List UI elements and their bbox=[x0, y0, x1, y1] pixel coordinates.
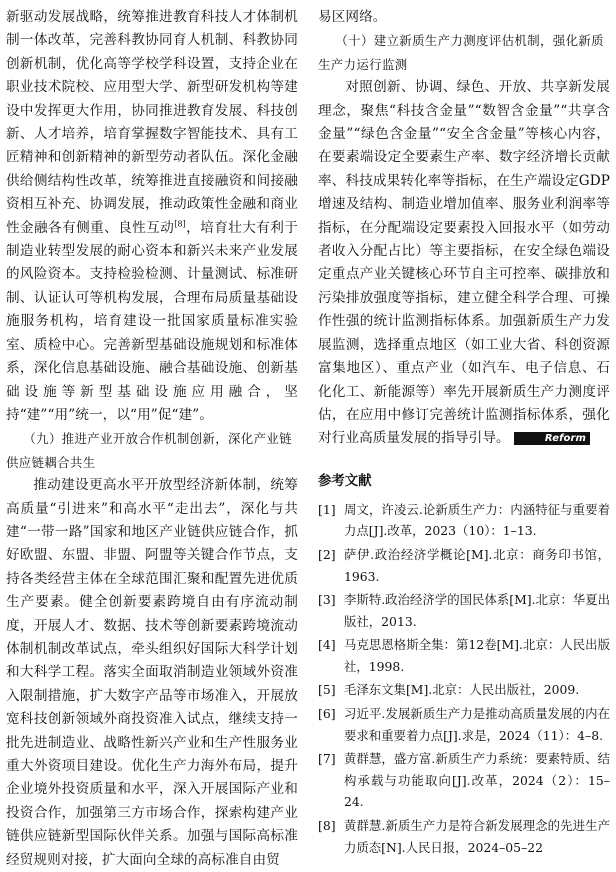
paper-page bbox=[6, 6, 610, 868]
body-paragraph-2: 推动建设更高水平开放型经济新体制，统筹高质量“引进来”和高水平“走出去”，深化与共建“一带一路”国家和地区产业链供应链合作，抓好欧盟、东盟、非盟、阿盟等关键合作节点，支持各类经营主体在全球范围汇聚和配置先进优质生产要素。健全创新要素跨境自由有序流动制度，开展人才、数据、技术等创新要素跨境流动体制机制改革试点，牵头组织好国际大科学计划和大科学工程。落实全面取消制造业领域外资准入限制措施，扩大数字产品等市场准入，开展放宽科技创新领域外商投资准入试点，继续支持一批先进制造业、战略性新兴产业和生产性服务业重大外资项目建设。优化生产力海外布局，提升企业境外投资质量和水平，深入开展国际产业和投资合作，加强第三方市场合作，探索构建产业链供应链新型国际伙伴关系。加强与国际高标准经贸规则对接，扩大面向全球的高标准自由贸 bbox=[6, 477, 298, 868]
reference-text: 马克思恩格斯全集：第12卷[M].北京：人民出版社，1998. bbox=[344, 637, 610, 674]
reform-logo-badge: Reform bbox=[514, 432, 590, 445]
reference-number: [3] bbox=[318, 592, 336, 608]
body-paragraph-1: 新驱动发展战略，统筹推进教育科技人才体制机制一体改革，完善科教协同育人机制、科教协同创新机制，优化高等学校学科设置，支持企业在职业技术院校、应用型大学、新型研发机构等建设中发挥更大作用，协同推进教育发展、科技创新、人才培养，培育掌握数字智能技术、具有工匠精神和创新精神的新型劳动者队伍。深化金融供给侧结构性改革，统筹推进直接融资和间接融资相互补充、协调发展，推动政策性金融和商业性金融各有侧重、良性互动[8]，培育壮大有利于制造业转型发展的耐心资本和新兴未来产业发展的风险资本。支持检验检测、计量测试、标准研制、认证认可等机构发展，合理布局质量基础设施服务机构，培育建设一批国家质量标准实验室、质检中心。完善新型基础设施规划和标准体系，深化信息基础设施、融合基础设施、创新基础设施等新型基础设施应用融合，坚持“建”“用”统一，以“用”促“建”。 bbox=[6, 9, 298, 423]
reference-item bbox=[318, 499, 610, 542]
reference-item bbox=[318, 544, 610, 587]
reference-item bbox=[318, 679, 610, 701]
references-title: 参考文献 bbox=[318, 473, 372, 489]
citation-superscript: [8] bbox=[174, 219, 186, 229]
reference-text: 黄群慧.新质生产力是符合新发展理念的先进生产力质态[N].人民日报，2024–05–22 bbox=[344, 818, 610, 855]
reference-text: 毛泽东文集[M].北京：人民出版社，2009. bbox=[344, 682, 580, 698]
body-paragraph-continued: 易区网络。 bbox=[318, 9, 387, 25]
right-column bbox=[318, 6, 610, 860]
reference-number: [8] bbox=[318, 818, 336, 834]
reference-text: 黄群慧，盛方富.新质生产力系统：要素特质、结构承载与功能取向[J].改革，2024（2）：15–24. bbox=[344, 751, 610, 810]
reference-item bbox=[318, 634, 610, 677]
reference-number: [7] bbox=[318, 751, 336, 767]
section-heading-9: （九）推进产业开放合作机制创新，深化产业链供应链耦合共生 bbox=[6, 431, 292, 470]
reference-number: [2] bbox=[318, 546, 336, 562]
reference-item bbox=[318, 748, 610, 813]
reference-text: 萨伊.政治经济学概论[M].北京：商务印书馆，1963. bbox=[344, 546, 610, 584]
reference-list bbox=[318, 499, 610, 859]
reference-number: [5] bbox=[318, 682, 336, 698]
reference-item bbox=[318, 815, 610, 858]
reference-number: [6] bbox=[318, 706, 336, 722]
reference-item bbox=[318, 589, 610, 632]
reference-item bbox=[318, 703, 610, 746]
reference-text: 习近平.发展新质生产力是推动高质量发展的内在要求和重要着力点[J].求是，2024（11）：4–8. bbox=[344, 706, 610, 743]
reference-number: [1] bbox=[318, 501, 336, 517]
left-column bbox=[6, 6, 298, 872]
reference-number: [4] bbox=[318, 637, 336, 653]
section-heading-10: （十）建立新质生产力测度评估机制，强化新质生产力运行监测 bbox=[318, 33, 604, 72]
body-paragraph-3: 对照创新、协调、绿色、开放、共享新发展理念，聚焦“科技含金量”“数智含金量”“共享含金量”“绿色含金量”“安全含金量”等核心内容，在要素端设定全要素生产率、数字经济增长贡献率、科技成果转化率等指标，在生产端设定GDP增速及结构、制造业增加值率、服务业利润率等指标，在分配端设定要素投入回报水平（如劳动者收入分配占比）等主要指标，在安全绿色端设定重点产业关键核心环节自主可控率、碳排放和污染排放强度等指标，建立健全科学合理、可操作性强的统计监测指标体系。加强新质生产力发展监测，选择重点地区（如工业大省、科创资源富集地区）、重点产业（如汽车、电子信息、石化化工、新能源等）率先开展新质生产力测度评估，在应用中修订完善统计监测指标体系，强化对行业高质量发展的指导引导。 Reform bbox=[318, 79, 610, 447]
reference-text: 李斯特.政治经济学的国民体系[M].北京：华夏出版社，2013. bbox=[344, 592, 610, 629]
reference-text: 周文，许凌云.论新质生产力：内涵特征与重要着力点[J].改革，2023（10）：1–13. bbox=[344, 501, 610, 539]
